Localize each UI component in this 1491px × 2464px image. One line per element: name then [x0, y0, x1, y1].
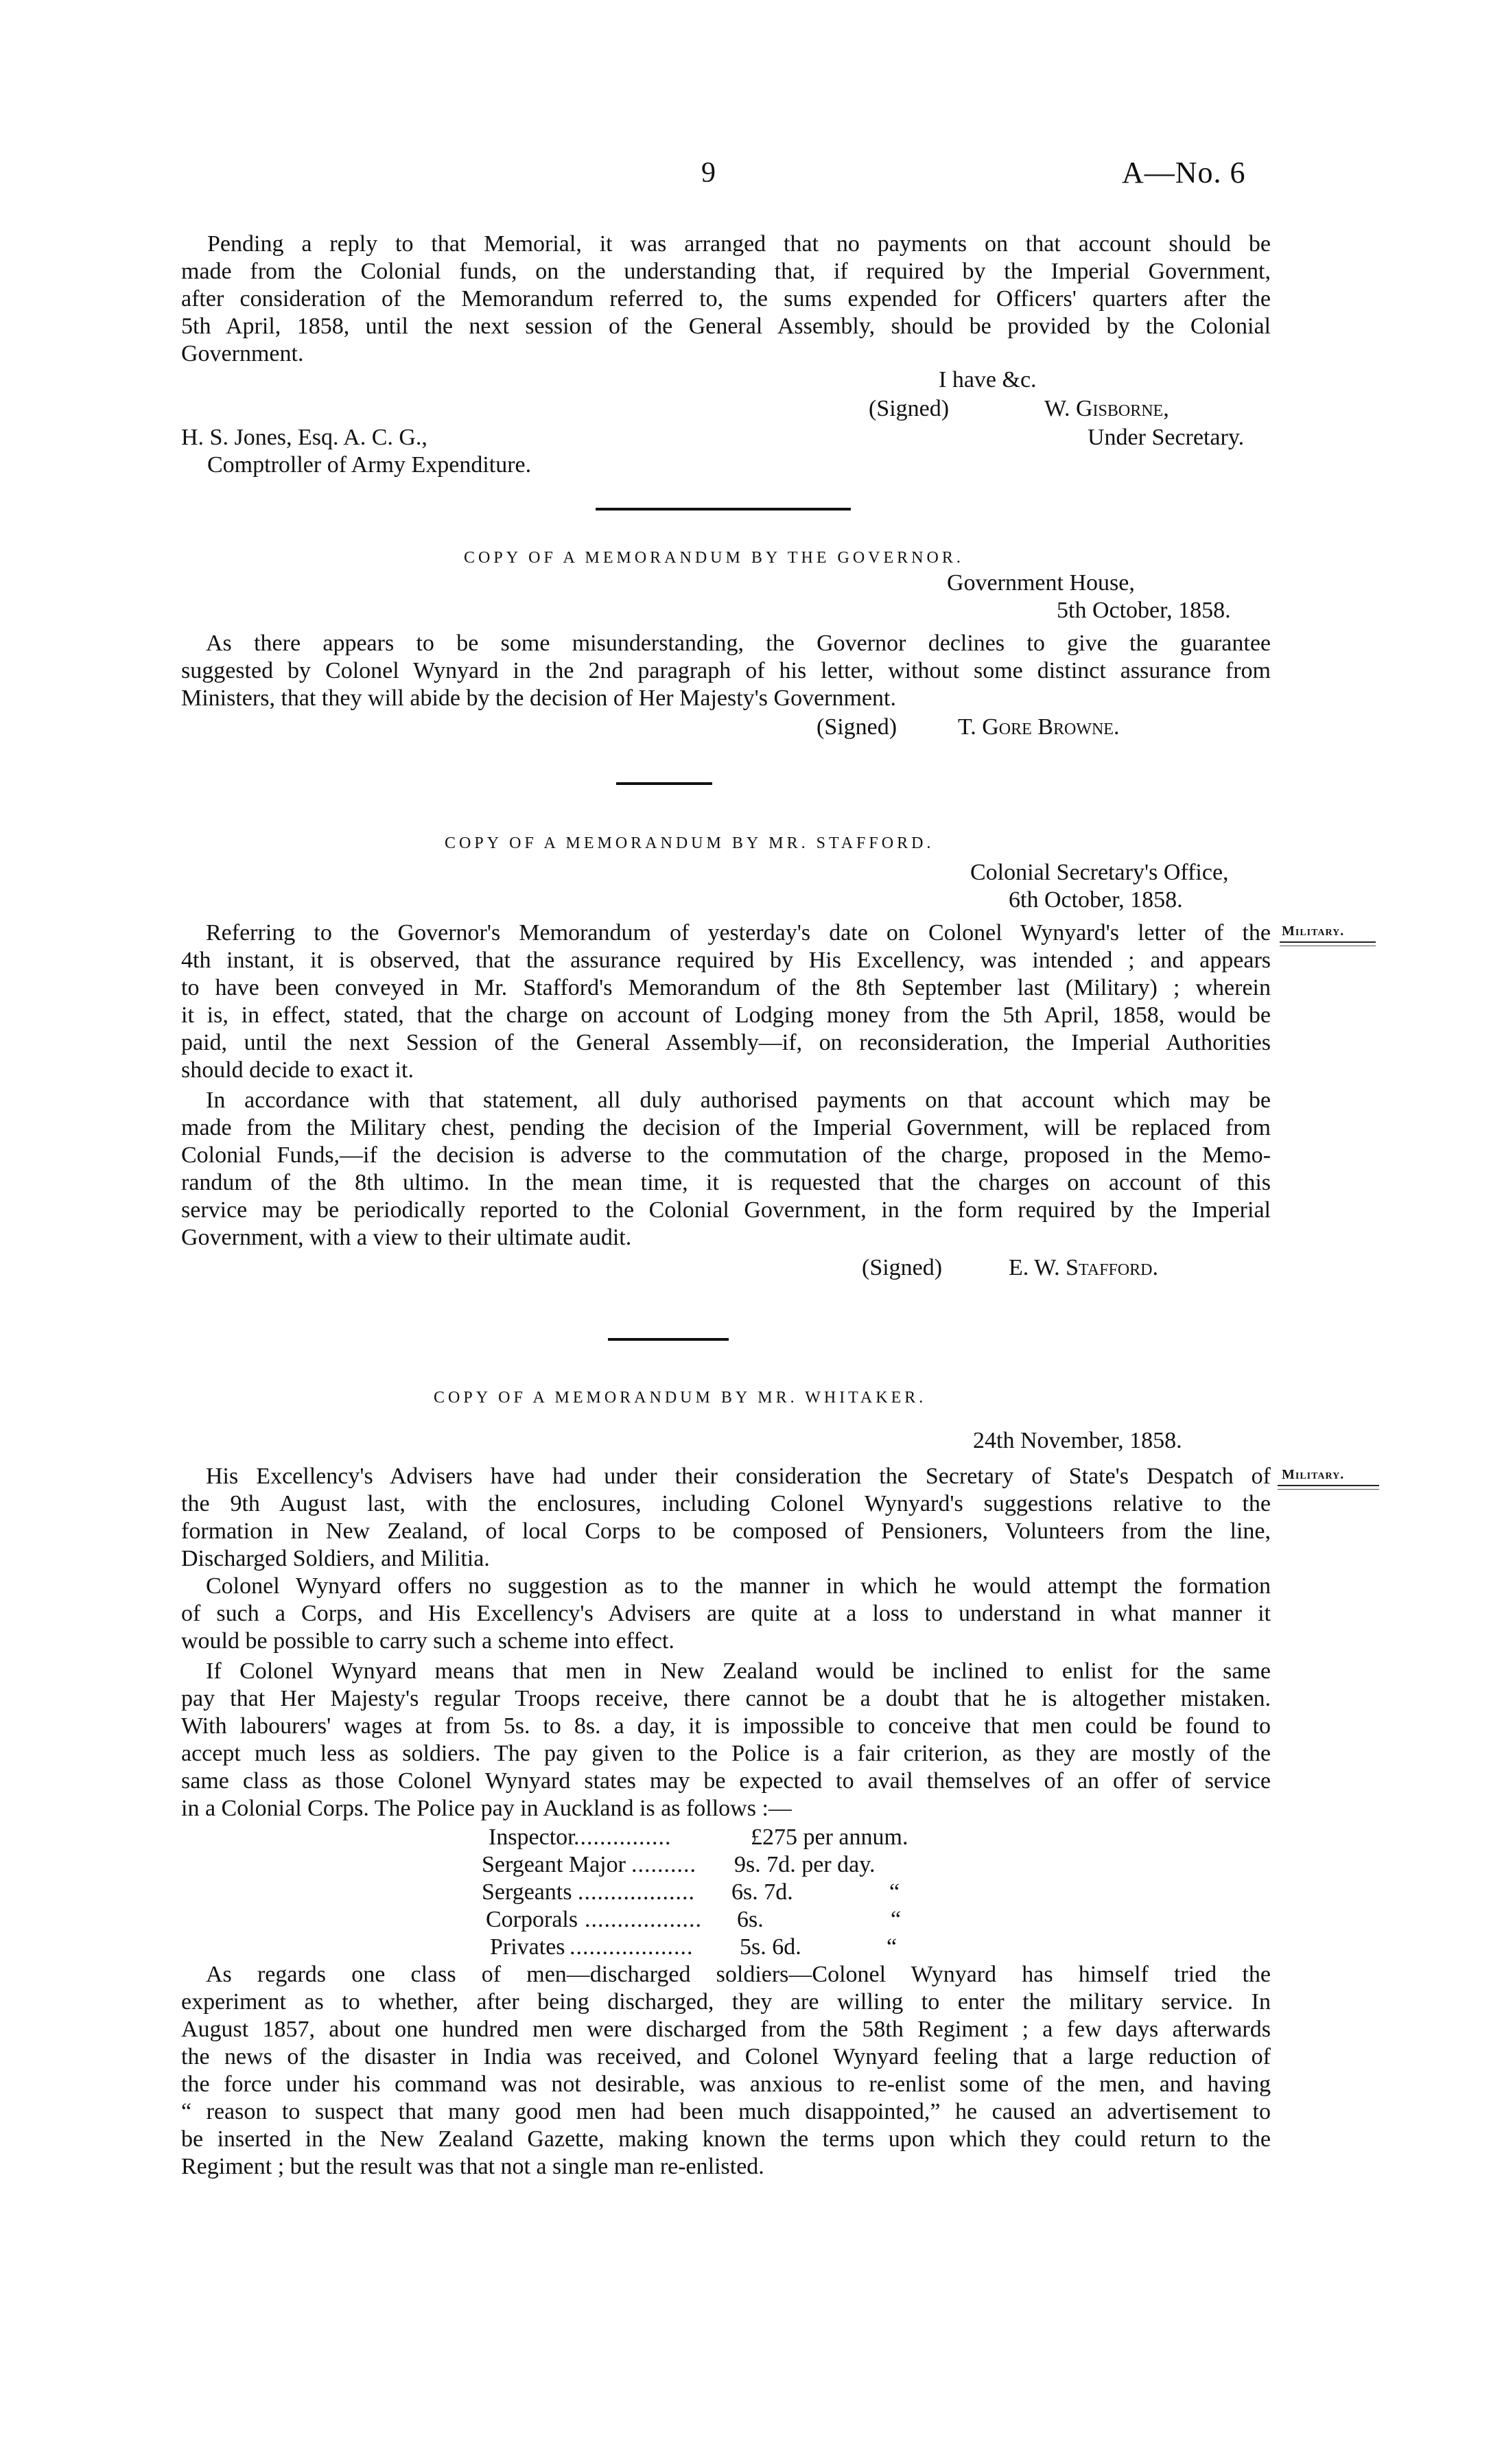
memo-line: With labourers' wages at from 5s. to 8s. a day, it is impossible to conceive that men could be found to [181, 1713, 1271, 1739]
letter-addressee: H. S. Jones, Esq. A. C. G., [181, 425, 427, 450]
margin-note-military: Military. [1282, 924, 1345, 939]
pay-rank: Corporals [486, 1907, 578, 1932]
memo-line: would be possible to carry such a scheme into effect. [181, 1628, 674, 1654]
pay-leader: .................. [585, 1907, 702, 1932]
margin-note-military: Military. [1282, 1467, 1345, 1482]
pay-rank: Sergeants [482, 1879, 572, 1905]
document-reference: A—No. 6 [1122, 156, 1246, 189]
letter-signed: (Signed) [869, 396, 950, 421]
memo-line: His Excellency's Advisers have had under their consideration the Secretary of State's Despatch of [206, 1464, 1271, 1489]
memo-line: randum of the 8th ultimo. In the mean time, it is requested that the charges on account of this [181, 1170, 1271, 1195]
letter-line: made from the Colonial funds, on the understanding that, if required by the Imperial Government, [181, 259, 1271, 284]
memo-governor-place: Government House, [947, 570, 1135, 596]
letter-line: Pending a reply to that Memorial, it was arranged that no payments on that account should be [207, 231, 1271, 257]
margin-rule [1280, 941, 1376, 943]
letter-signer-title: Under Secretary. [1088, 425, 1245, 450]
memo-line: formation in New Zealand, of local Corps to be composed of Pensioners, Volunteers from the line, [181, 1518, 1271, 1544]
memo-line: Discharged Soldiers, and Militia. [181, 1546, 490, 1571]
margin-rule [1278, 1485, 1379, 1486]
memo-line: suggested by Colonel Wynyard in the 2nd paragraph of his letter, without some distinct assurance from [181, 658, 1271, 683]
ditto-mark: “ [887, 1934, 897, 1960]
memo-heading-whitaker: COPY OF A MEMORANDUM BY MR. WHITAKER. [434, 1389, 927, 1407]
memo-stafford-signed: (Signed) [862, 1255, 943, 1280]
memo-line: 4th instant, it is observed, that the assurance required by His Excellency, was intended ; and appears [181, 948, 1271, 973]
pay-leader: .................. [578, 1879, 695, 1905]
pay-rank: Privates [490, 1934, 565, 1960]
ditto-mark: “ [891, 1907, 902, 1932]
memo-line: the force under his command was not desirable, was anxious to re-enlist some of the men, and having [181, 2072, 1271, 2097]
memo-line: be inserted in the New Zealand Gazette, making known the terms upon which they could return to the [181, 2126, 1271, 2152]
letter-line: Government. [181, 341, 304, 366]
pay-leader: .......... [631, 1852, 696, 1877]
memo-governor-signer: T. Gore Browne. [958, 714, 1120, 740]
pay-rank: Inspector [489, 1824, 576, 1850]
memo-line: If Colonel Wynyard means that men in New Zealand would be inclined to enlist for the same [206, 1658, 1271, 1684]
memo-line: in a Colonial Corps. The Police pay in Auckland is as follows :— [181, 1796, 792, 1821]
memo-line: of such a Corps, and His Excellency's Advisers are quite at a loss to understand in what manner it [181, 1601, 1271, 1626]
memo-line: Regiment ; but the result was that not a single man re-enlisted. [181, 2154, 764, 2179]
memo-governor-signed: (Signed) [817, 714, 897, 740]
memo-line: to have been conveyed in Mr. Stafford's Memorandum of the 8th September last (Military) ; wherein [181, 975, 1271, 1000]
memo-line: service may be periodically reported to the Colonial Government, in the form required by the Imperial [181, 1197, 1271, 1223]
memo-line: the 9th August last, with the enclosures, including Colonel Wynyard's suggestions relative to the [181, 1491, 1271, 1516]
memo-stafford-date: 6th October, 1858. [1009, 887, 1183, 913]
memo-line: it is, in effect, stated, that the charge on account of Lodging money from the 5th April, 1858, would be [181, 1002, 1271, 1028]
memo-line: As regards one class of men—discharged soldiers—Colonel Wynyard has himself tried the [206, 1962, 1271, 1987]
letter-signer: W. Gisborne, [1044, 396, 1169, 421]
memo-stafford-signer: E. W. Stafford. [1009, 1255, 1158, 1280]
memo-line: Colonial Funds,—if the decision is adverse to the commutation of the charge, proposed in the Memo- [181, 1142, 1271, 1168]
letter-line: 5th April, 1858, until the next session of the General Assembly, should be provided by the Colonial [181, 314, 1271, 339]
memo-whitaker-date: 24th November, 1858. [973, 1428, 1182, 1453]
memo-governor-date: 5th October, 1858. [1057, 598, 1231, 623]
memo-line: Government, with a view to their ultimate audit. [181, 1225, 632, 1250]
section-divider [616, 782, 712, 785]
memo-line: “ reason to suspect that many good men had been much disappointed,” he caused an advertisement to [181, 2099, 1271, 2124]
pay-leader: ................... [570, 1934, 694, 1960]
pay-amount: 6s. 7d. [731, 1879, 793, 1905]
memo-line: Referring to the Governor's Memorandum of yesterday's date on Colonel Wynyard's letter of the [206, 920, 1271, 946]
letter-closing: I have &c. [939, 367, 1037, 392]
memo-heading-governor: COPY OF A MEMORANDUM BY THE GOVERNOR. [464, 549, 964, 567]
pay-amount: 6s. [737, 1907, 764, 1932]
memo-line: accept much less as soldiers. The pay given to the Police is a fair criterion, as they are mostly of the [181, 1741, 1271, 1766]
letter-addressee-title: Comptroller of Army Expenditure. [207, 452, 532, 478]
memo-line: paid, until the next Session of the General Assembly—if, on reconsideration, the Imperial Authorities [181, 1030, 1271, 1055]
memo-stafford-place: Colonial Secretary's Office, [970, 860, 1229, 885]
page-number: 9 [701, 157, 716, 189]
memo-heading-stafford: COPY OF A MEMORANDUM BY MR. STAFFORD. [445, 834, 935, 852]
memo-line: made from the Military chest, pending the decision of the Imperial Government, will be replaced from [181, 1115, 1271, 1140]
pay-leader: ............... [574, 1824, 672, 1850]
memo-line: the news of the disaster in India was received, and Colonel Wynyard feeling that a large reduction of [181, 2044, 1271, 2069]
section-divider [596, 508, 851, 511]
memo-line: experiment as to whether, after being discharged, they are willing to enter the military service. In [181, 1989, 1271, 2015]
memo-line: In accordance with that statement, all duly authorised payments on that account which may be [206, 1088, 1271, 1113]
memo-line: Ministers, that they will abide by the decision of Her Majesty's Government. [181, 685, 896, 711]
pay-amount: 5s. 6d. [740, 1934, 801, 1960]
margin-rule [1278, 1489, 1379, 1490]
memo-line: should decide to exact it. [181, 1057, 414, 1083]
memo-line: August 1857, about one hundred men were discharged from the 58th Regiment ; a few days afterwards [181, 2017, 1271, 2042]
pay-amount: 9s. 7d. per day. [734, 1852, 876, 1877]
pay-amount: £275 per annum. [751, 1824, 908, 1850]
memo-line: Colonel Wynyard offers no suggestion as to the manner in which he would attempt the formation [206, 1573, 1271, 1599]
ditto-mark: “ [889, 1879, 900, 1905]
memo-line: As there appears to be some misunderstanding, the Governor declines to give the guarantee [206, 631, 1271, 656]
section-divider [608, 1338, 729, 1341]
memo-line: pay that Her Majesty's regular Troops receive, there cannot be a doubt that he is altogether mistaken. [181, 1686, 1271, 1711]
letter-line: after consideration of the Memorandum referred to, the sums expended for Officers' quarters after the [181, 286, 1271, 312]
pay-rank: Sergeant Major [482, 1852, 626, 1877]
memo-line: same class as those Colonel Wynyard states may be expected to avail themselves of an offer of service [181, 1768, 1271, 1794]
